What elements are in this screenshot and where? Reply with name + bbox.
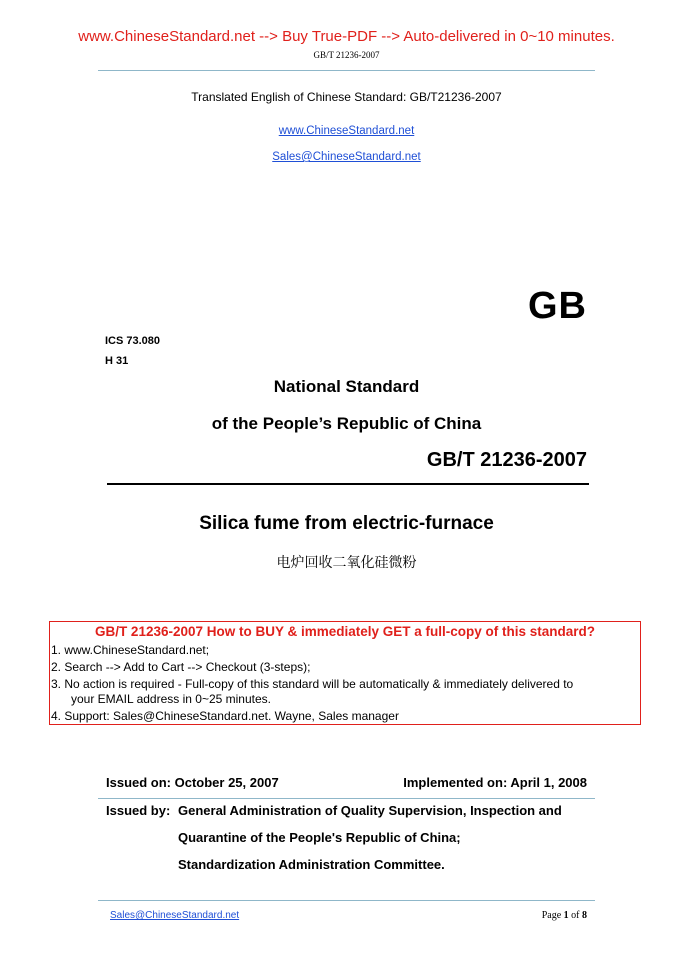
national-standard-line1: National Standard [273, 377, 420, 396]
title-english: Silica fume from electric-furnace [199, 513, 494, 534]
ccs-code: H 31 [105, 355, 129, 367]
standard-code: GB/T 21236-2007 [426, 449, 587, 471]
gb-mark: GB [528, 285, 587, 327]
purchase-step-3-continued: your EMAIL address in 0~25 minutes. [51, 692, 271, 706]
purchase-step-2: 2. Search --> Add to Cart --> Checkout (3-steps); [51, 660, 311, 674]
purchase-step-1: 1. www.ChineseStandard.net; [51, 643, 210, 657]
title-divider [107, 483, 589, 485]
purchase-step-3: 3. No action is required - Full-copy of this standard will be automatically & immediately delivered to [51, 677, 574, 691]
page-of: of [568, 910, 582, 921]
issuer-line-1: General Administration of Quality Supervision, Inspection and [178, 803, 562, 818]
footer-divider [98, 900, 595, 901]
promo-banner[interactable]: www.ChineseStandard.net --> Buy True-PDF --> Auto-delivered in 0~10 minutes. [78, 28, 615, 45]
email-link[interactable]: Sales@ChineseStandard.net [272, 151, 421, 163]
footer-email-link[interactable]: Sales@ChineseStandard.net [110, 910, 240, 921]
page-prefix: Page [541, 910, 564, 921]
implemented-on-date: Implemented on: April 1, 2008 [403, 775, 587, 790]
page-total: 8 [582, 910, 587, 921]
page-current: 1 [563, 910, 569, 921]
issue-divider [98, 798, 595, 799]
purchase-info-box [49, 621, 641, 725]
issuer-line-2: Quarantine of the People's Republic of China; [178, 830, 461, 845]
website-link[interactable]: www.ChineseStandard.net [278, 125, 415, 137]
translated-line: Translated English of Chinese Standard: GB/T21236-2007 [191, 90, 502, 104]
ics-code: ICS 73.080 [105, 335, 161, 347]
header-divider [98, 70, 595, 71]
issued-on-date: Issued on: October 25, 2007 [106, 775, 279, 790]
header-standard-code: GB/T 21236-2007 [313, 50, 380, 60]
issuer-line-3: Standardization Administration Committee. [178, 857, 445, 872]
purchase-box-title: GB/T 21236-2007 How to BUY & immediately GET a full-copy of this standard? [94, 624, 596, 639]
page-number [542, 910, 587, 921]
purchase-step-4: 4. Support: Sales@ChineseStandard.net. Wayne, Sales manager [51, 709, 399, 723]
issued-by-label: Issued by: [106, 803, 171, 818]
national-standard-line2: of the People’s Republic of China [211, 414, 482, 433]
title-chinese: 电炉回收二氧化硅微粉 [276, 554, 417, 570]
